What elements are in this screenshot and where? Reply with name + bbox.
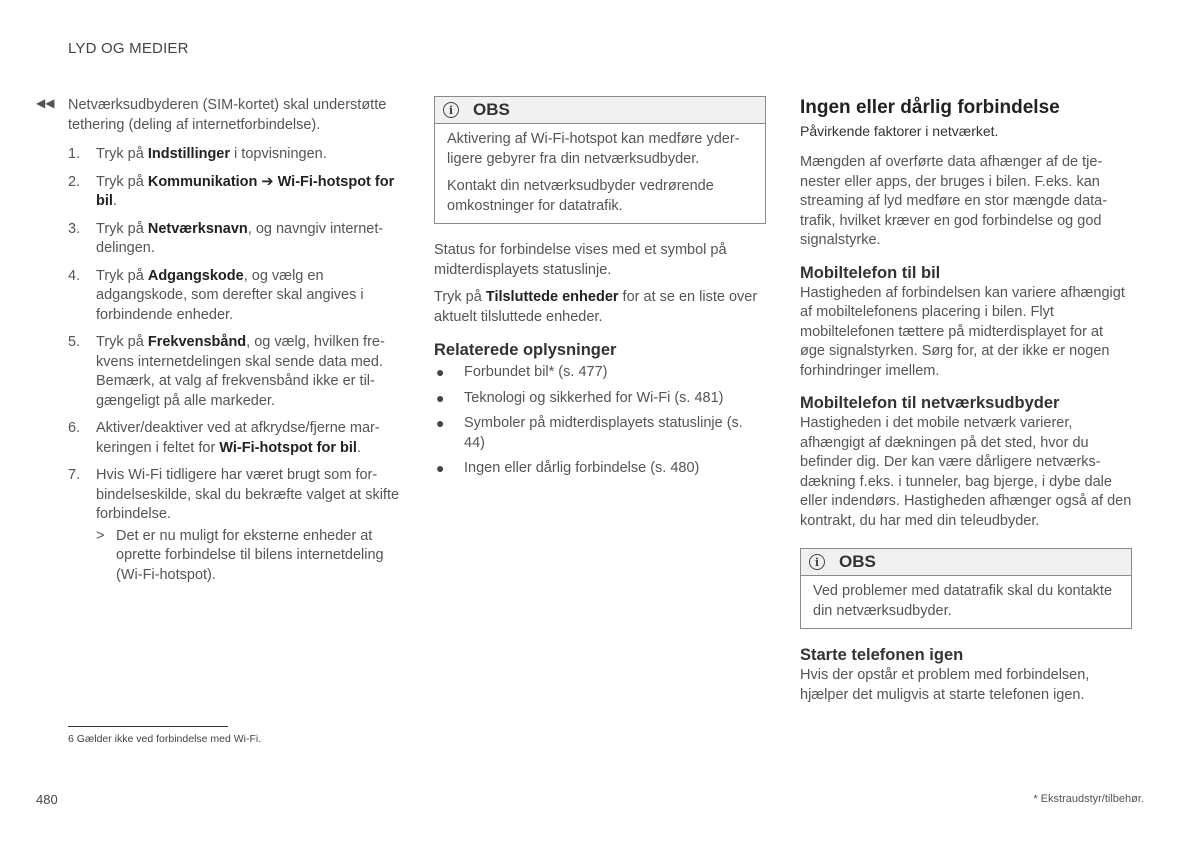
section-text: Hastigheden i det mobile netværk varierer, afhængigt af dækningen på det sted, hvor du befinder dig. Der kan være dårligere netværksdækning f.eks. i tunneler, bag bjerge, i dybe dale eller indendørs. Hastigheden afhænger også af den kontrakt, du har med din teleudbyder. [800,415,1132,529]
related-heading: Relaterede oplysninger [434,341,617,359]
subtitle: Påvirkende faktorer i netværket. [800,123,999,139]
ui-term: Wi-Fi-hotspot for bil [219,439,357,456]
step-text: Aktiver/deaktiver ved at afkrydse/fjerne markeringen i feltet for Wi-Fi-hotspot for bil. [96,420,380,456]
step-text: Tryk på Kommunikation ➔ Wi-Fi-hotspot for bil. [96,173,395,209]
step-text: Tryk på Netværksnavn, og navngiv internetdelingen. [96,220,384,256]
step-item [68,267,406,326]
obs-title: OBS [473,100,510,119]
section-heading: Starte telefonen igen [800,646,964,664]
intro-text: Mængden af overførte data afhænger af de tjenester eller apps, der bruges i bilen. F.eks. kan streaming af lyd medføre en stor mængde datatrafik, hvilket kræver en god forbindelse og god signalstyrke. [800,154,1108,248]
section-text: Hvis der opstår et problem med forbindelsen, hjælper det muligvis at starte telefonen igen. [800,667,1090,703]
section-text: Hastigheden af forbindelsen kan variere afhængigt af mobiltelefonens placering i bilen. Flyt mobiltelefonen tættere på midterdisplayet for at øge signalstyrken. Sørg for, at der ikke er nogen forhindringer imellem. [800,284,1125,379]
step-item [68,466,406,585]
result-marker: > [96,527,105,544]
obs-text: Aktivering af Wi-Fi-hotspot kan medføre yderligere gebyrer fra din netværksudbyder. [447,131,740,167]
step-result [96,527,406,586]
result-text: Det er nu muligt for eksterne enheder at oprette forbindelse til bilens internetdeling (Wi-Fi-hotspot). [116,527,384,583]
step-number: 1. [68,146,81,162]
step-item [68,145,406,165]
obs-text: Kontakt din netværksudbyder vedrørende omkostninger for datatrafik. [447,178,714,214]
step-number: 6. [68,420,81,436]
column-hotspot-notes [434,96,766,485]
status-text: Status for forbindelse vises med et symbol på midterdisplayets statuslinje. [434,242,727,278]
ui-term: Indstillinger [147,146,231,162]
obs-note-box [434,96,766,224]
intro-text: Netværksudbyderen (SIM-kortet) skal understøtte tethering (deling af internetforbindelse). [68,97,387,133]
related-link[interactable]: ● Teknologi og sikkerhed for Wi-Fi (s. 481) [434,389,766,409]
step-text: Tryk på Indstillinger i topvisningen. [96,146,327,162]
step-text: Tryk på Adgangskode, og vælg en adgangskode, som derefter skal angives i forbindende enheder. [96,267,364,323]
ui-term: Netværksnavn [147,220,248,237]
ui-term: Tilsluttede enheder [485,289,619,305]
ui-term: Kommunikation ➔ Wi-Fi-hotspot for bil [96,173,395,209]
obs-text: Ved problemer med datatrafik skal du kontakte din netværksudbyder. [813,583,1113,619]
related-link[interactable]: ● Symboler på midterdisplayets statuslinje (s. 44) [434,414,766,453]
step-item [68,419,406,458]
step-number: 2. [68,173,81,190]
column-instructions [36,96,406,593]
ui-term: Frekvensbånd [147,334,247,350]
obs-note-header [435,97,765,124]
related-link[interactable]: ● Ingen eller dårlig forbindelse (s. 480) [434,459,766,479]
footnote: 6 Gælder ikke ved forbindelse med Wi-Fi. [68,733,262,745]
accessory-note: * Ekstraudstyr/tilbehør. [1033,793,1144,805]
obs-note-body [801,576,1131,628]
step-text: Tryk på Frekvensbånd, og vælg, hvilken frekvens internetdelingen skal sende data med. Bemærk, at valg af frekvensbånd ikke er tilgængeligt på alle markeder. [96,334,385,409]
section-heading: Mobiltelefon til netværksudbyder [800,394,1060,412]
obs-note-header [801,549,1131,576]
related-links-list [434,363,766,479]
column-connection-issues [800,96,1132,705]
footnote-divider [68,726,228,727]
step-number: 7. [68,467,81,483]
info-icon: i [809,554,825,570]
related-link[interactable]: ● Forbundet bil* (s. 477) [434,363,766,383]
obs-note-body [435,124,765,223]
info-icon: i [443,102,459,118]
step-text: Hvis Wi-Fi tidligere har været brugt som forbindelseskilde, skal du bekræfte valget at skifte forbindelse. [96,467,400,522]
bullet-icon: ● [436,415,445,431]
step-number: 5. [68,334,81,350]
previous-page-icon[interactable]: ◀◀ [36,96,55,110]
obs-note-box [800,548,1132,629]
page-title: Ingen eller dårlig forbindelse [800,97,1060,118]
section-heading: Mobiltelefon til bil [800,263,941,282]
bullet-icon: ● [436,364,445,380]
page-number: 480 [36,792,58,807]
connected-devices-text: Tryk på Tilsluttede enheder for at se en liste over aktuelt tilsluttede enheder. [434,289,758,325]
step-item [68,220,406,259]
step-item [68,333,406,411]
ui-term: Adgangskode [147,267,244,284]
obs-title: OBS [839,552,876,571]
step-number: 3. [68,220,81,237]
bullet-icon: ● [436,389,445,406]
bullet-icon: ● [436,460,445,476]
step-item [68,173,406,212]
steps-list [68,145,406,585]
section-header: LYD OG MEDIER [68,40,189,57]
step-number: 4. [68,267,81,284]
